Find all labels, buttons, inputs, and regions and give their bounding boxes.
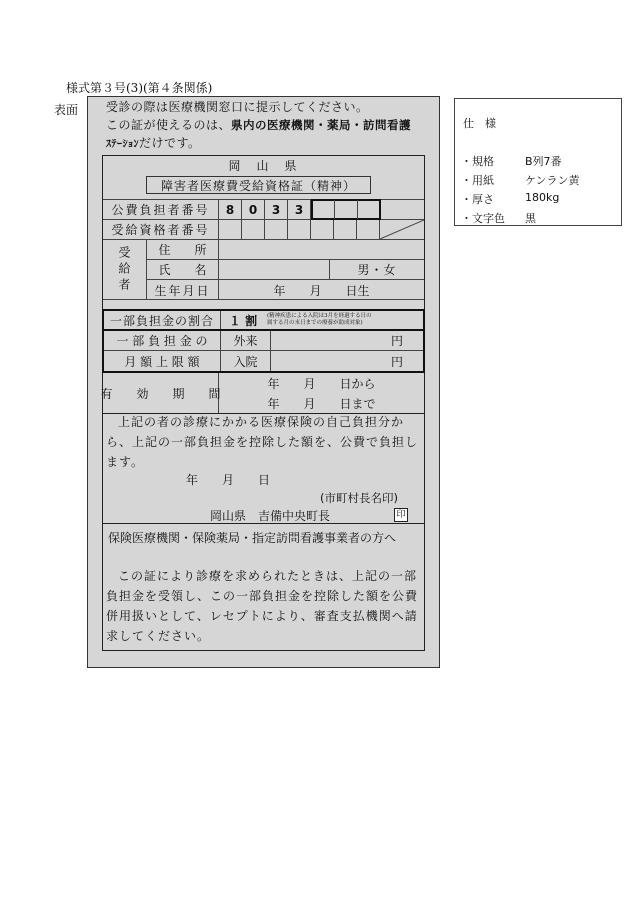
notice-heading: 保険医療機関・保険薬局・指定訪問看護事業者の方へ <box>108 531 397 545</box>
monthly-limit-block <box>102 331 425 373</box>
validity-row <box>100 373 424 413</box>
recipient-number-label: 受給資格者番号 <box>103 220 219 239</box>
public-payer-digit-4: 3 <box>288 200 311 219</box>
copay-note: (精神疾患による入院は3月を経過する日の 属する月の末日までの療養が助成対象) <box>267 313 372 326</box>
issuer-name: 岡山県 吉備中央町長 <box>210 509 331 523</box>
birth-value: 年 月 日生 <box>273 283 370 298</box>
notice-body: この証により診療を求められたときは、上記の一部負担金を受領し、この一部負担金を控除した額を公費併用扱いとして、レセプトにより、審査支払機関へ請求してください。 <box>106 569 419 643</box>
intro-line-2: この証が使えるのは、県内の医療機関・薬局・訪問看護 <box>106 118 412 132</box>
address-field[interactable] <box>219 240 424 260</box>
recipient-number-row <box>103 220 424 240</box>
seal-note: (市町村長名印) <box>320 491 398 505</box>
public-payer-label: 公費負担者番号 <box>103 200 219 219</box>
address-label: 住 所 <box>147 240 219 260</box>
copay-ratio-label: 一部負担金の割合 <box>104 311 221 329</box>
prefecture-name: 岡 山 県 <box>228 158 299 173</box>
spec-box: 仕 様 ・規格 B列7番 ・用紙 ケンラン黄 ・厚さ 180kg ・文字色 黒 <box>454 98 622 226</box>
copay-ratio-value: １ 割 <box>228 313 258 328</box>
birth-label: 生年月日 <box>147 280 219 300</box>
certificate-table <box>102 155 425 414</box>
title-block <box>103 156 424 200</box>
monthly-limit-label-1: 一 部 負 担 金 の <box>104 331 221 351</box>
validity-to: 年 月 日まで <box>267 396 376 411</box>
form-number: 様式第３号(3)(第４条関係) <box>66 81 213 95</box>
spec-title: 仕 様 <box>463 117 496 130</box>
recipient-block <box>103 240 424 300</box>
public-payer-digit-3: 3 <box>265 200 288 219</box>
intro-line-3: ｽﾃｰｼｮﾝだけです。 <box>106 136 201 150</box>
public-payer-digit-1: 8 <box>219 200 242 219</box>
certificate-title: 障害者医療費受給資格証（精神） <box>146 176 371 194</box>
copay-ratio-row <box>102 309 425 331</box>
validity-from: 年 月 日から <box>267 376 376 391</box>
validity-label: 有 効 期 間 <box>103 373 219 413</box>
monthly-limit-label-2: 月 額 上 限 額 <box>104 351 221 371</box>
statement-text: 上記の者の診療にかかる医療保険の自己負担分から、上記の一部負担金を控除した額を、公費で負担します。 <box>106 415 419 469</box>
public-payer-row <box>103 200 424 220</box>
card-intro <box>106 98 436 154</box>
recipient-group-label: 受給者 <box>103 240 147 300</box>
public-payer-check-digits <box>311 199 381 220</box>
side-label: 表面 <box>54 103 79 117</box>
issue-date: 年 月 日 <box>186 473 271 487</box>
inpatient-label: 入院 <box>221 351 271 371</box>
outpatient-limit-field[interactable]: 円 <box>271 331 423 351</box>
inpatient-limit-field[interactable]: 円 <box>390 354 403 369</box>
diagonal-strike <box>380 220 424 239</box>
seal-mark: 印 <box>394 508 408 522</box>
name-label: 氏 名 <box>147 260 219 280</box>
intro-line-1: 受診の際は医療機関窓口に提示してください。 <box>106 100 369 114</box>
public-payer-digit-2: 0 <box>242 200 265 219</box>
name-field[interactable] <box>219 260 330 280</box>
sex-options: 男・女 <box>330 260 424 280</box>
outpatient-label: 外来 <box>221 331 271 351</box>
